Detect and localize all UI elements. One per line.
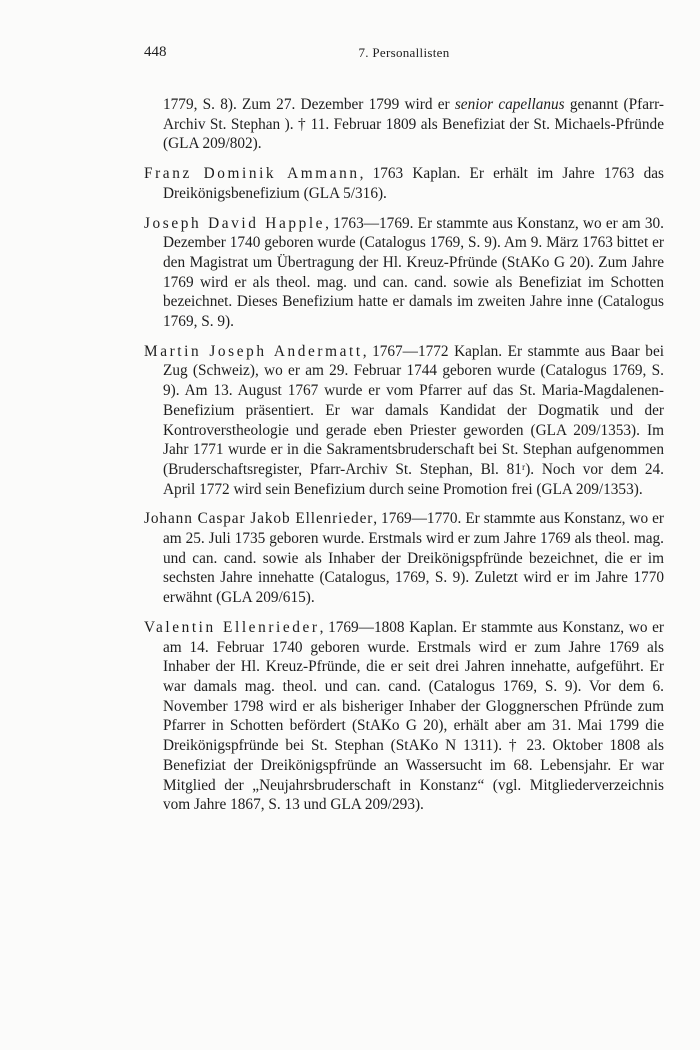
page-header [144, 44, 664, 64]
entry-happle [144, 214, 664, 332]
body-text [144, 95, 664, 825]
person-name: Joseph David Happle [144, 214, 326, 232]
entry-johann-ellenrieder [144, 509, 664, 608]
running-head: 7. Personallisten [358, 45, 450, 60]
entry-text: , 1763—1769. Er stammte aus Konstanz, wo er am 30. Dezember 1740 geboren wurde (Catalogus 1769, S. 9). Am 9. März 1763 bittet er den Magistrat um Übertragung der Hl. Kreuz-Pfründe (StAKo G 20). Zum Jahre 1769 wird er als theol. mag. und can. cand. sowie als Benefiziat im Schotten bezeichnet. Dieses Benefizium hatte er damals im zweiten Jahre inne (Catalogus 1769, S. 9). [163, 214, 664, 331]
entry-text: , 1769—1808 Kaplan. Er stammte aus Konstanz, wo er am 14. Februar 1740 geboren wurde. Erstmals wird er zum Jahre 1769 als Inhaber der Hl. Kreuz-Pfründe, die er seit drei Jahren innehatte, aufgeführt. Er war damals mag. theol. und can. cand. (Catalogus 1769, S. 9). Vor dem 6. November 1798 wird er als bisheriger Inhaber der Gloggnerschen Pfründe zum Pfarrer in Schotten befördert (StAKo G 20), erhält aber am 31. Mai 1799 die Dreikönigspfründe bei St. Stephan (StAKo N 1311). † 23. Oktober 1808 als Benefiziat der Dreikönigspfründe an Wassersucht im 68. Lebensjahr. Er war Mitglied der „Neujahrsbruderschaft in Konstanz“ (vgl. Mitgliederverzeichnis vom Jahre 1867, S. 13 und GLA 209/293). [163, 618, 665, 814]
person-name: Valentin Ellenrieder [144, 618, 320, 636]
entry-valentin-ellenrieder [144, 618, 664, 815]
person-name: Johann Caspar Jakob Ellenrieder [144, 510, 374, 528]
entry-text: , 1767—1772 Kaplan. Er stammte aus Baar bei Zug (Schweiz), wo er am 29. Februar 1744 geboren wurde (Catalogus 1769, S. 9). Am 13. August 1767 wurde er vom Pfarrer auf das St. Maria-Magdalenen-Benefizium präsentiert. Er war damals Kandidat der Dogmatik und der Kontroverstheologie und gerade eben Priester geworden (GLA 209/1353). Im Jahr 1771 wurde er in die Sakramentsbruderschaft bei St. Stephan aufgenommen (Bruderschaftsregister, Pfarr-Archiv St. Stephan, Bl. 81ʳ). Noch vor dem 24. April 1772 wird sein Benefizium durch seine Promotion frei (GLA 209/1353). [163, 342, 664, 498]
continuation-text-start: 1779, S. 8). Zum 27. Dezember 1799 wird er [163, 96, 455, 113]
entry-andermatt [144, 342, 664, 500]
entry-ammann [144, 164, 664, 203]
person-name: Franz Dominik Ammann [144, 165, 360, 183]
continuation-paragraph [144, 95, 664, 154]
page-number: 448 [144, 44, 167, 60]
entry-text: , 1769—1770. Er stammte aus Konstanz, wo er am 25. Juli 1735 geboren wurde. Erstmals wird er zum Jahre 1769 als theol. mag. und can. cand. sowie als Inhaber der Dreikönigspfründe bezeichnet, die er im sechsten Jahre innehatte (Catalogus, 1769, S. 9). Zuletzt wird er im Jahre 1770 erwähnt (GLA 209/615). [163, 510, 664, 607]
person-name: Martin Joseph Andermatt [144, 342, 363, 360]
italic-term: senior capellanus [454, 96, 565, 113]
entry-text: , 1763 Kaplan. Er erhält im Jahre 1763 das Dreikönigsbenefizium (GLA 5/316). [163, 165, 664, 202]
continuation-text-end: genannt (Pfarr-Archiv St. Stephan ). † 11. Februar 1809 als Benefiziat der St. Michaels-Pfründe (GLA 209/802). [163, 96, 664, 153]
